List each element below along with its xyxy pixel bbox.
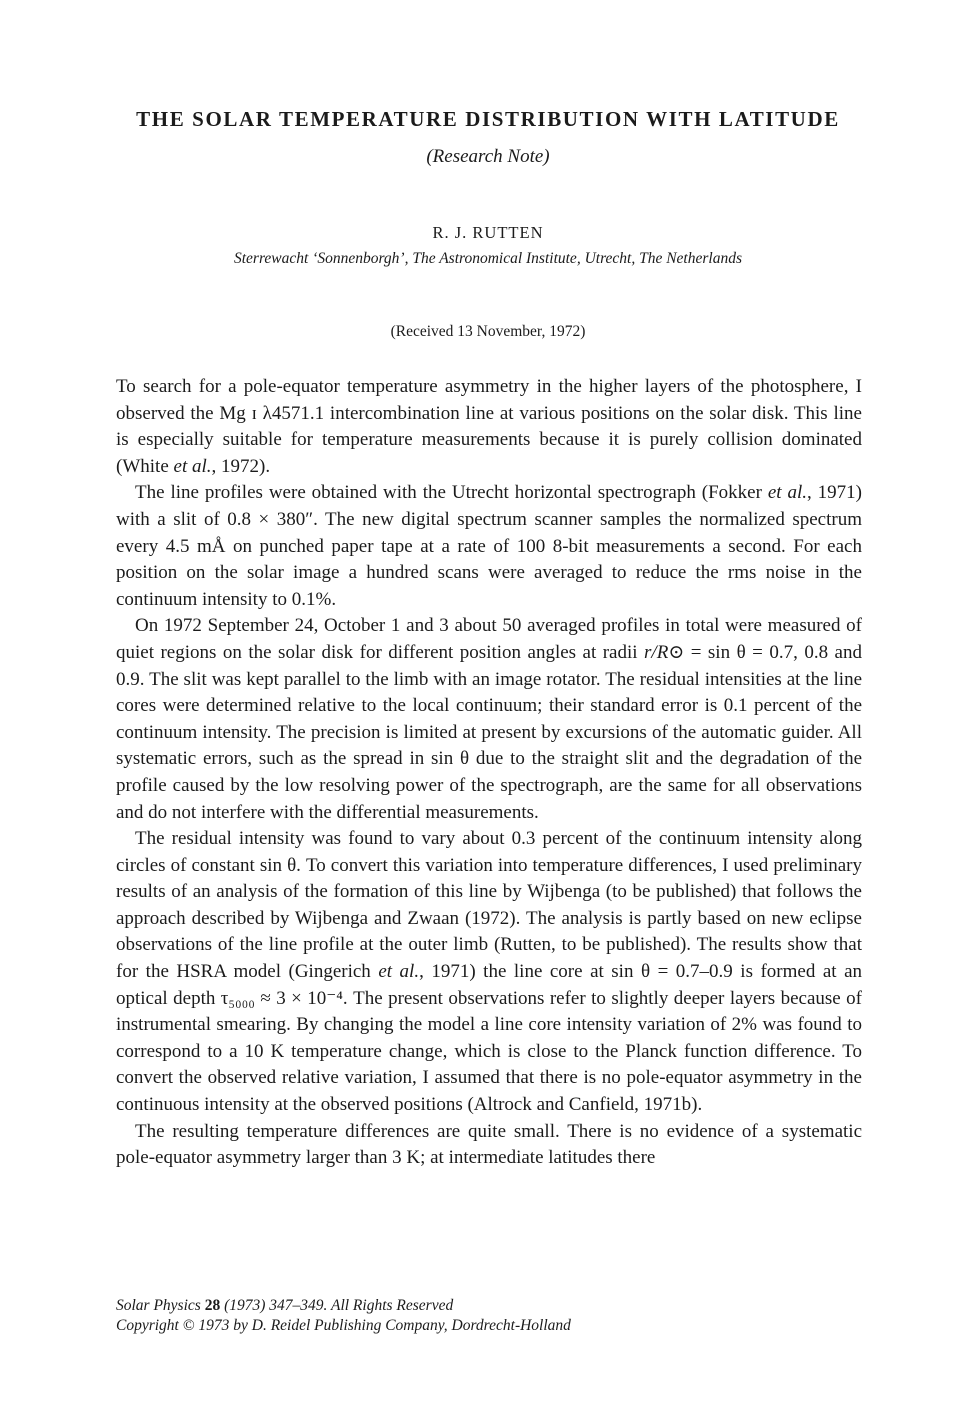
paragraph-1-etal: et al. [173, 455, 212, 477]
author-affiliation: Sterrewacht ‘Sonnenborgh’, The Astronomical Institute, Utrecht, The Netherlands [233, 250, 742, 267]
paragraph-2-text-b: , 1971) with a slit of 0.8 × 380″. The new digital spectrum scanner samples the normalized spectrum every 4.5 mÅ on punched paper tape at a rate of 100 8-bit measurements a second. For each position on the solar image a hundred scans were averaged to reduce the rms noise in the continuum intensity to 0.1%. [116, 482, 862, 610]
paragraph-5: The resulting temperature differences are quite small. There is no evidence of a systematic pole-equator asymmetry larger than 3 K; at intermediate latitudes there [116, 1120, 862, 1169]
received-date: (Received 13 November, 1972) [390, 323, 586, 340]
copyright-line: Copyright © 1973 by D. Reidel Publishing Company, Dordrecht-Holland [116, 1317, 571, 1334]
paragraph-1-text-b: , 1972). [211, 455, 271, 477]
paragraph-2 [116, 480, 862, 613]
journal-volume: 28 [204, 1297, 221, 1314]
paragraph-3 [116, 613, 862, 826]
article-body [116, 374, 862, 1172]
paragraph-1-text-a: To search for a pole-equator temperature asymmetry in the higher layers of the photosphere, I observed the Mg ɪ λ4571.1 intercombination line at various positions on the solar disk. This line is especially suitable for temperature measurements because it is purely collision dominated (White [116, 376, 862, 477]
paragraph-2-etal: et al. [767, 482, 807, 504]
paragraph-4-text-b: , 1971) the line core at sin θ = 0.7–0.9 is formed at an optical depth τ₅₀₀₀ ≈ 3 × 10⁻⁴. The present observations refer to slightly deeper layers because of instrumental smearing. By changing the model a line core intensity variation of 2% was found to correspond to a 10 K temperature change, which is close to the Planck function difference. To convert the observed relative variation, I assumed that there is no pole-equator asymmetry in the continuous intensity at the observed positions (Altrock and Canfield, 1971b). [116, 961, 863, 1116]
author-name: R. J. RUTTEN [432, 223, 544, 242]
journal-footer [116, 1296, 862, 1336]
paragraph-2-text-a: The line profiles were obtained with the Utrecht horizontal spectrograph (Fokker [135, 482, 768, 504]
journal-details: (1973) 347–349. All Rights Reserved [220, 1297, 454, 1314]
paper-subtitle: (Research Note) [426, 146, 550, 167]
paragraph-3-math-r-over-r: r/R [644, 641, 669, 663]
citation-line [116, 1296, 862, 1316]
paper-title: THE SOLAR TEMPERATURE DISTRIBUTION WITH LATITUDE [136, 107, 840, 131]
paragraph-1 [116, 374, 862, 480]
paragraph-4-text-a: The residual intensity was found to vary about 0.3 percent of the continuum intensity along circles of constant sin θ. To convert this variation into temperature differences, I used preliminary results of an analysis of the formation of this line by Wijbenga (to be published) that follows the approach described by Wijbenga and Zwaan (1972). The analysis is partly based on new eclipse observations of the line profile at the outer limb (Rutten, to be published). The results show that for the HSRA model (Gingerich [116, 828, 862, 983]
paragraph-4 [116, 826, 862, 1119]
paragraph-3-text-b: ⊙ = sin θ = 0.7, 0.8 and 0.9. The slit was kept parallel to the limb with an image rotator. The residual intensities at the line cores were determined relative to the local continuum; their standard error is 0.1 percent of the continuum intensity. The precision is limited at present by excursions of the automatic guider. All systematic errors, such as the spread in sin θ due to the straight slit and the degradation of the profile caused by the low resolving power of the spectrograph, are the same for all observations and do not interfere with the differential measurements. [116, 641, 862, 823]
paragraph-4-etal: et al. [378, 961, 420, 983]
journal-name: Solar Physics [116, 1297, 201, 1314]
paragraph-3-text-a: On 1972 September 24, October 1 and 3 about 50 averaged profiles in total were measured of quiet regions on the solar disk for different position angles at radii [116, 615, 862, 663]
